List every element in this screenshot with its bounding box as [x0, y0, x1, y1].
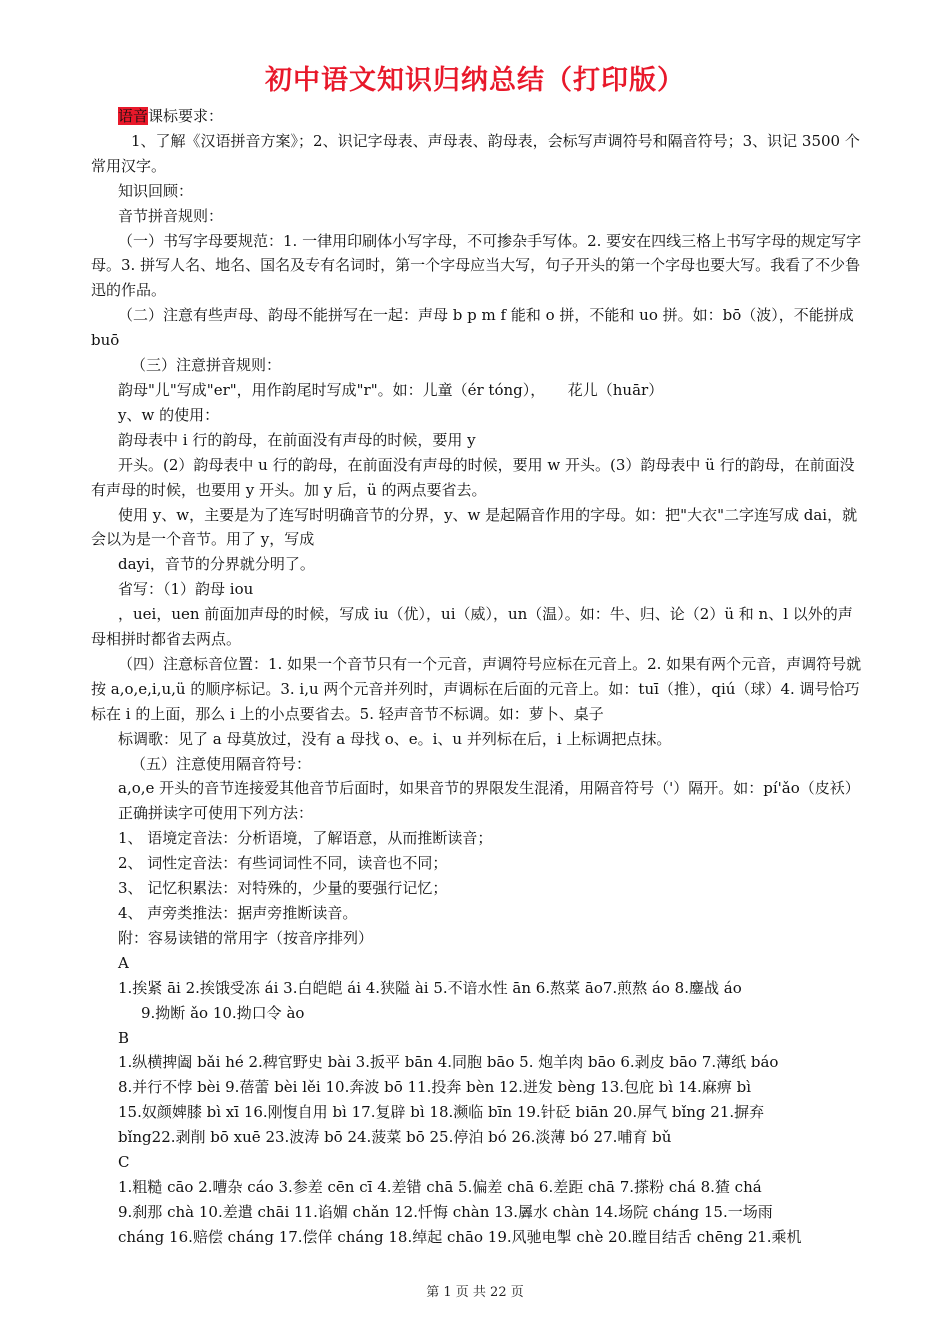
list-item: 1、 语境定音法：分析语境，了解语意，从而推断读音；: [118, 829, 493, 848]
paragraph: a,o,e 开头的音节连接爱其他音节后面时，如果音节的界限发生混淆，用隔音符号（'）隔开。如：pí'ǎo（皮袄）: [118, 779, 860, 798]
word-list-line: 1.挨紧 āi 2.挨饿受冻 ái 3.白皑皑 ái 4.狭隘 ài 5.不谙水性 ān 6.熬菜 āo7.煎熬 áo 8.鏖战 áo: [118, 978, 742, 997]
word-list-line: 9.刹那 chà 10.差遣 chāi 11.谄媚 chǎn 12.忏悔 chàn 13.羼水 chàn 14.场院 cháng 15.一场雨: [118, 1202, 773, 1221]
word-list-line: cháng 16.赔偿 cháng 17.偿佯 cháng 18.绰起 chāo 19.风驰电掣 chè 20.瞠目结舌 chēng 21.乘机: [118, 1227, 802, 1246]
paragraph: 语音课标要求：: [118, 107, 224, 125]
paragraph: 开头。(2）韵母表中 u 行的韵母，在前面没有声母的时候，要用 w 开头。(3）韵母表中 ü 行的韵母，在前面没有声母的时候，也要用 y 开头。加 y 后，ü 的两点要省去。: [91, 455, 855, 499]
document-body: [91, 104, 863, 1250]
list-item: 4、 声旁类推法：据声旁推断读音。: [118, 904, 358, 922]
paragraph: （三）注意拼音规则：: [131, 356, 282, 375]
word-list-line: 1.粗糙 cāo 2.嘈杂 cáo 3.参差 cēn cī 4.差错 chā 5.偏差 chā 6.差距 chā 7.搽粉 chá 8.猹 chá: [118, 1177, 762, 1196]
list-item: 2、 词性定音法：有些词词性不同，读音也不同；: [118, 854, 448, 873]
word-list-line: 9.拗断 ǎo 10.拗口令 ào: [141, 1003, 305, 1022]
list-item: 3、 记忆积累法：对特殊的，少量的要强行记忆；: [118, 879, 448, 898]
paragraph: 韵母"儿"写成"er"，用作韵尾时写成"r"。如：儿童（ér tóng）， 花儿（huār）: [118, 380, 664, 399]
paragraph: 省写：（1）韵母 iou: [118, 580, 254, 599]
word-list-line: 15.奴颜婢膝 bì xī 16.刚愎自用 bì 17.复辟 bì 18.濒临 bīn 19.针砭 biān 20.屏气 bǐng 21.摒弃: [118, 1103, 765, 1122]
paragraph: ，uei，uen 前面加声母的时候，写成 iu（优），ui（威），un（温）。如：牛、归、论（2）ü 和 n、l 以外的声母相拼时都省去两点。: [91, 605, 853, 649]
highlighted-text: 语音: [118, 107, 149, 125]
paragraph: 音节拼音规则：: [118, 206, 224, 225]
paragraph: 韵母表中 i 行的韵母，在前面没有声母的时候，要用 y: [118, 430, 476, 449]
paragraph: （二）注意有些声母、韵母不能拼写在一起：声母 b p m f 能和 o 拼，不能和 uo 拼。如：bō（波），不能拼成 buō: [91, 306, 854, 350]
paragraph: y、w 的使用：: [118, 405, 220, 424]
paragraph: 标调歌：见了 a 母莫放过，没有 a 母找 o、e。i、u 并列标在后，i 上标调把点抹。: [118, 729, 672, 748]
paragraph: 知识回顾：: [118, 181, 194, 200]
paragraph: 正确拼读字可使用下列方法：: [118, 804, 314, 823]
paragraph: dayi，音节的分界就分明了。: [118, 555, 315, 574]
word-list-line: 8.并行不悖 bèi 9.蓓蕾 bèi lěi 10.奔波 bō 11.投奔 bèn 12.迸发 bèng 13.包庇 bì 14.麻痹 bì: [118, 1078, 751, 1097]
paragraph: 1、了解《汉语拼音方案》；2、识记字母表、声母表、韵母表，会标写声调符号和隔音符号；3、识记 3500 个常用汉字。: [91, 131, 860, 175]
page-footer: 第 1 页 共 22 页: [426, 1285, 524, 1300]
paragraph: （四）注意标音位置：1. 如果一个音节只有一个元音，声调符号应标在元音上。2. 如果有两个元音，声调符号就按 a,o,e,i,u,ü 的顺序标记。3. i,u 两个元音并列时，声调标在后面的元音上。如：tuī（推），qiú（球）4. 调号恰巧标在 i 的上面，那么 i 上的小点要省去。5. 轻声音节不标调。如：萝卜、桌子: [91, 654, 862, 723]
paragraph: （五）注意使用隔音符号：: [131, 754, 312, 773]
word-list-line: bǐng22.剥削 bō xuē 23.波涛 bō 24.菠菜 bō 25.停泊 bó 26.淡薄 bó 27.哺育 bǔ: [118, 1128, 672, 1147]
section-letter: C: [118, 1153, 130, 1172]
word-list-line: 1.纵横捭阖 bǎi hé 2.稗官野史 bài 3.扳平 bān 4.同胞 bāo 5. 炮羊肉 bāo 6.剥皮 bāo 7.薄纸 báo: [118, 1053, 779, 1072]
paragraph: （一）书写字母要规范：1. 一律用印刷体小写字母，不可掺杂手写体。2. 要安在四线三格上书写字母的规定写字母。3. 拼写人名、地名、国名及专有名词时，第一个字母应当大写，句子开头的第一个字母也要大写。我看了不少鲁迅的作品。: [91, 231, 862, 300]
paragraph: 附：容易读错的常用字（按音序排列）: [118, 928, 374, 947]
section-letter: A: [118, 953, 129, 972]
page-title: 初中语文知识归纳总结（打印版）: [265, 65, 685, 96]
paragraph: 使用 y、w，主要是为了连写时明确音节的分界，y、w 是起隔音作用的字母。如：把"大衣"二字连写成 dai，就会以为是一个音节。用了 y，写成: [91, 505, 858, 549]
section-letter: B: [118, 1028, 130, 1047]
